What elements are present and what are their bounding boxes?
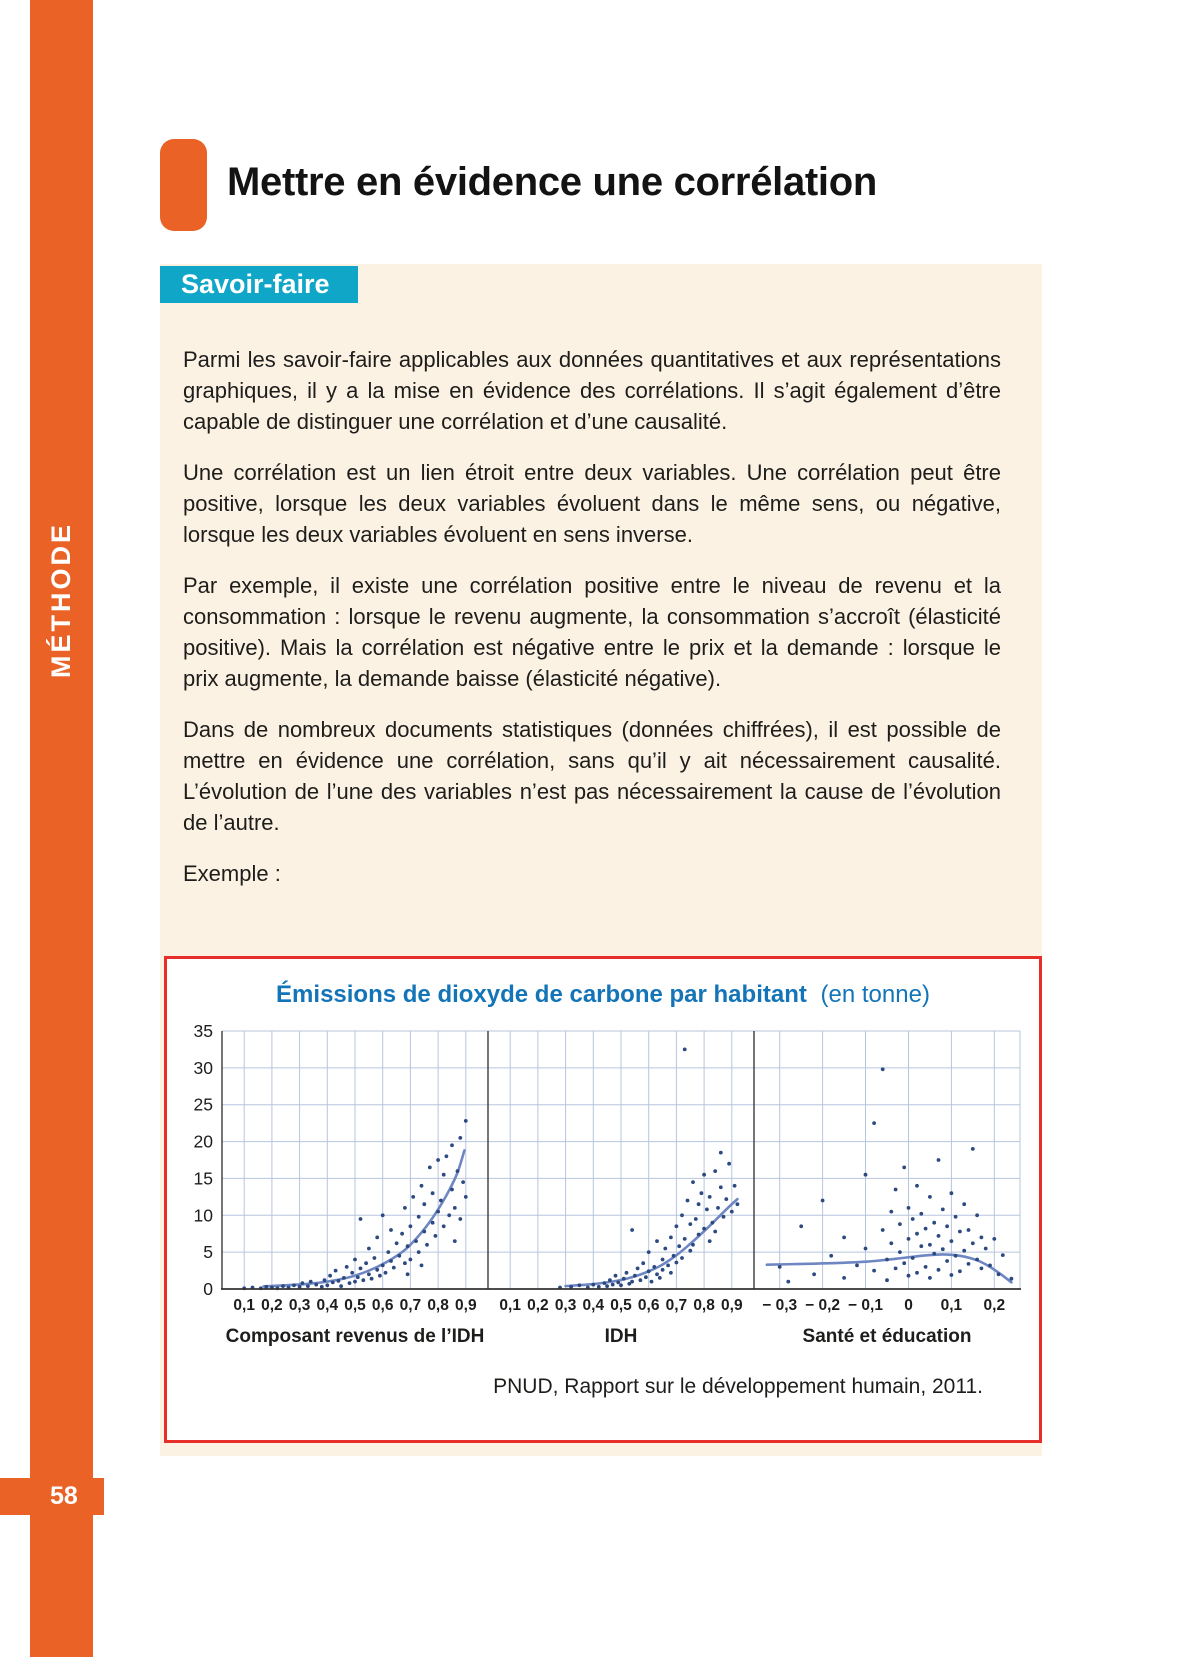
svg-text:Composant revenus de l’IDH: Composant revenus de l’IDH bbox=[225, 1326, 485, 1347]
svg-text:− 0,2: − 0,2 bbox=[805, 1297, 841, 1314]
scatter-chart bbox=[180, 1017, 1026, 1351]
svg-text:30: 30 bbox=[193, 1057, 213, 1078]
svg-text:0,2: 0,2 bbox=[527, 1297, 549, 1314]
svg-text:− 0,1: − 0,1 bbox=[848, 1297, 883, 1314]
data-layer bbox=[242, 1048, 1013, 1291]
svg-text:0,2: 0,2 bbox=[983, 1297, 1006, 1314]
page-title: Mettre en évidence une corrélation bbox=[227, 160, 877, 204]
svg-text:0,9: 0,9 bbox=[721, 1297, 743, 1314]
body-text bbox=[183, 344, 1001, 889]
svg-text:0,8: 0,8 bbox=[693, 1297, 715, 1314]
svg-text:0,4: 0,4 bbox=[582, 1297, 605, 1314]
page-number: 58 bbox=[50, 1482, 78, 1510]
trend-line bbox=[767, 1254, 1012, 1282]
paragraph-2: Une corrélation est un lien étroit entre deux variables. Une corrélation peut être positive, lorsque les deux variables évoluent dans le même sens, ou négative, lorsque les deux variables évoluent en sens inverse. bbox=[183, 460, 1001, 547]
savoir-faire-panel bbox=[160, 264, 1042, 1456]
chart-figure bbox=[164, 956, 1042, 1443]
scatter-panel-3 bbox=[767, 1067, 1013, 1283]
svg-text:− 0,3: − 0,3 bbox=[762, 1297, 798, 1314]
svg-text:Santé et éducation: Santé et éducation bbox=[802, 1326, 972, 1347]
svg-text:10: 10 bbox=[193, 1205, 213, 1226]
svg-text:35: 35 bbox=[193, 1021, 213, 1041]
svg-text:IDH: IDH bbox=[604, 1326, 638, 1347]
trend-line bbox=[566, 1199, 738, 1286]
svg-text:20: 20 bbox=[193, 1131, 213, 1152]
svg-text:0,1: 0,1 bbox=[940, 1297, 963, 1314]
svg-text:0,5: 0,5 bbox=[344, 1297, 366, 1314]
svg-text:0,6: 0,6 bbox=[371, 1297, 394, 1314]
svg-text:0,7: 0,7 bbox=[399, 1297, 422, 1314]
chart-title bbox=[167, 981, 1039, 1009]
page-number-tab bbox=[0, 1478, 104, 1515]
svg-text:0,9: 0,9 bbox=[455, 1297, 477, 1314]
paragraph-1: Parmi les savoir-faire applicables aux données quantitatives et aux représentations graphiques, il y a la mise en évidence des corrélations. Il s’agit également d’être capable de distinguer une corrélation et d’une causalité. bbox=[183, 347, 1001, 434]
methode-vertical-label: MÉTHODE bbox=[46, 522, 76, 678]
savoir-faire-header: Savoir-faire bbox=[160, 266, 358, 303]
svg-text:0,3: 0,3 bbox=[554, 1297, 577, 1314]
svg-text:0,5: 0,5 bbox=[610, 1297, 632, 1314]
label-layer bbox=[226, 1297, 1005, 1347]
paragraph-3: Par exemple, il existe une corrélation positive entre le niveau de revenu et la consommation : lorsque le revenu augmente, la consommation s’accroît (élasticité positive). Mais la corrélation est négative entre le prix et la demande : lorsque le prix augmente, la demande baisse (élasticité négative). bbox=[183, 573, 1001, 691]
svg-text:0: 0 bbox=[904, 1297, 913, 1314]
title-bullet-icon bbox=[160, 139, 207, 231]
axes-layer bbox=[194, 1021, 1021, 1299]
trend-line bbox=[264, 1150, 465, 1286]
svg-text:0,1: 0,1 bbox=[233, 1297, 255, 1314]
svg-text:0,4: 0,4 bbox=[316, 1297, 339, 1314]
svg-text:15: 15 bbox=[193, 1168, 213, 1189]
chart-source: PNUD, Rapport sur le développement humain, 2011. bbox=[493, 1375, 983, 1398]
chart-title-unit: (en tonne) bbox=[820, 981, 930, 1008]
svg-text:25: 25 bbox=[193, 1094, 213, 1115]
svg-text:0: 0 bbox=[203, 1279, 213, 1299]
paragraph-4: Dans de nombreux documents statistiques (données chiffrées), il est possible de mettre en évidence une corrélation, sans qu’il y ait nécessairement causalité. L’évolution de l’une des variables n’est pas nécessairement la cause de l’évolution de l’autre. bbox=[183, 717, 1001, 835]
svg-text:5: 5 bbox=[203, 1242, 213, 1263]
svg-text:0,3: 0,3 bbox=[288, 1297, 311, 1314]
svg-text:0,7: 0,7 bbox=[665, 1297, 688, 1314]
svg-text:0,8: 0,8 bbox=[427, 1297, 449, 1314]
chart-title-main: Émissions de dioxyde de carbone par habitant bbox=[276, 981, 807, 1008]
svg-text:0,6: 0,6 bbox=[637, 1297, 660, 1314]
svg-text:0,1: 0,1 bbox=[499, 1297, 521, 1314]
side-strip bbox=[30, 0, 93, 1657]
chapter-band bbox=[30, 505, 93, 695]
example-label: Exemple : bbox=[183, 861, 281, 886]
svg-text:0,2: 0,2 bbox=[261, 1297, 283, 1314]
